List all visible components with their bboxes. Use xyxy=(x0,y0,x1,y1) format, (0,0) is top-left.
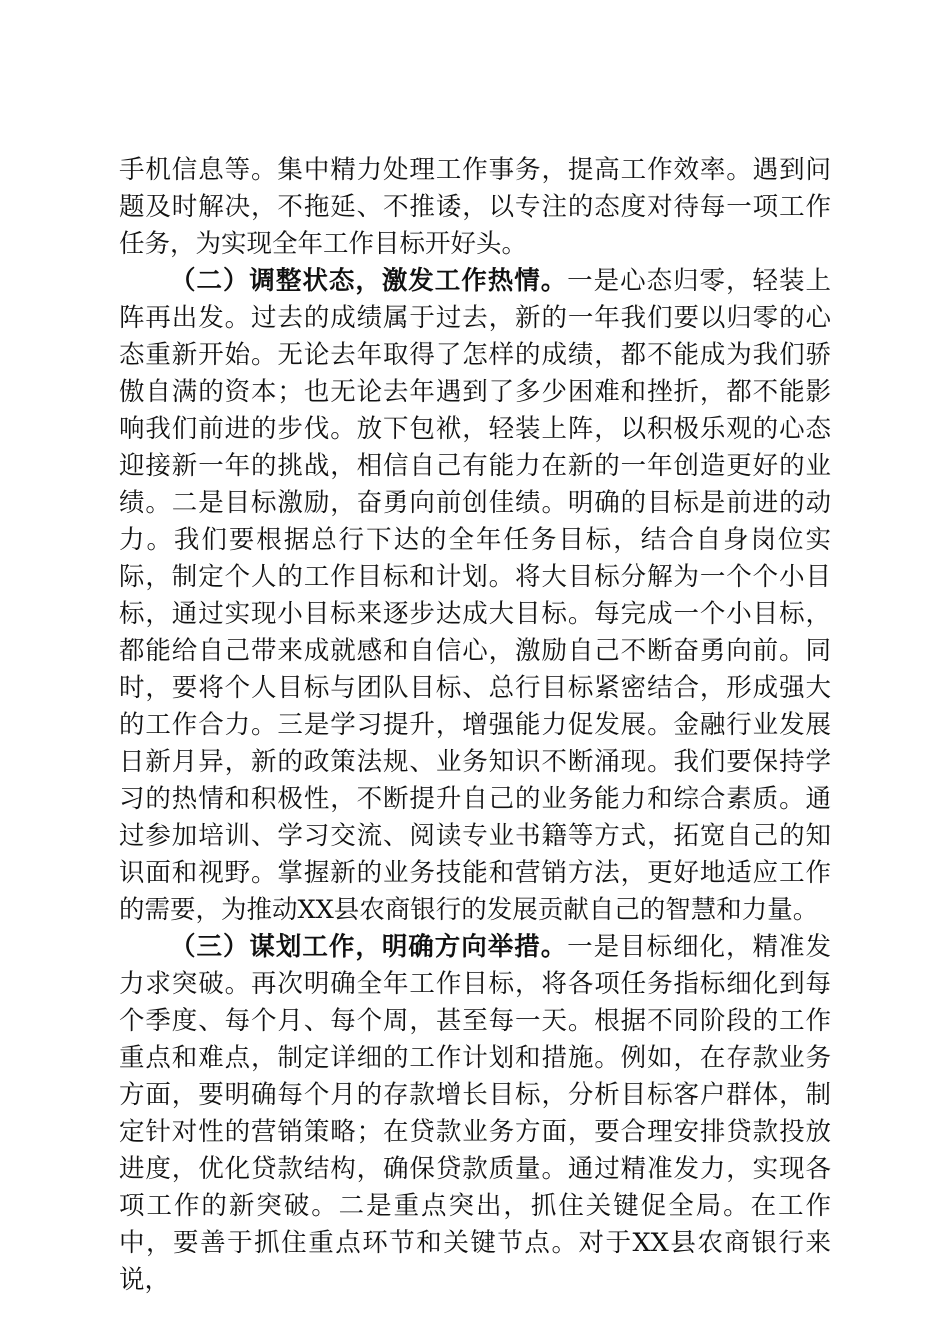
paragraph-section-2 xyxy=(119,263,831,929)
document-body xyxy=(119,152,831,1299)
paragraph-text: 手机信息等。集中精力处理工作事务，提高工作效率。遇到问题及时解决，不拖延、不推诿，以专注的态度对待每一项工作任务，为实现全年工作目标开好头。 xyxy=(119,155,831,259)
paragraph-text: 一是目标细化，精准发力求突破。再次明确全年工作目标，将各项任务指标细化到每个季度、每个月、每个周，甚至每一天。根据不同阶段的工作重点和难点，制定详细的工作计划和措施。例如，在存款业务方面，要明确每个月的存款增长目标，分析目标客户群体，制定针对性的营销策略；在贷款业务方面，要合理安排贷款投放进度，优化贷款结构，确保贷款质量。通过精准发力，实现各项工作的新突破。二是重点突出，抓住关键促全局。在工作中，要善于抓住重点环节和关键节点。对于XX县农商银行来说， xyxy=(119,932,831,1295)
section-heading-2: （二）调整状态，激发工作热情。 xyxy=(170,266,568,296)
section-heading-3: （三）谋划工作，明确方向举措。 xyxy=(170,932,568,962)
paragraph-continuation xyxy=(119,152,831,263)
paragraph-section-3 xyxy=(119,929,831,1299)
paragraph-text: 一是心态归零，轻装上阵再出发。过去的成绩属于过去，新的一年我们要以归零的心态重新开始。无论去年取得了怎样的成绩，都不能成为我们骄傲自满的资本；也无论去年遇到了多少困难和挫折，都不能影响我们前进的步伐。放下包袱，轻装上阵，以积极乐观的心态迎接新一年的挑战，相信自己有能力在新的一年创造更好的业绩。二是目标激励，奋勇向前创佳绩。明确的目标是前进的动力。我们要根据总行下达的全年任务目标，结合自身岗位实际，制定个人的工作目标和计划。将大目标分解为一个个小目标，通过实现小目标来逐步达成大目标。每完成一个小目标，都能给自己带来成就感和自信心，激励自己不断奋勇向前。同时，要将个人目标与团队目标、总行目标紧密结合，形成强大的工作合力。三是学习提升，增强能力促发展。金融行业发展日新月异，新的政策法规、业务知识不断涌现。我们要保持学习的热情和积极性，不断提升自己的业务能力和综合素质。通过参加培训、学习交流、阅读专业书籍等方式，拓宽自己的知识面和视野。掌握新的业务技能和营销方法，更好地适应工作的需要，为推动XX县农商银行的发展贡献自己的智慧和力量。 xyxy=(119,266,831,925)
